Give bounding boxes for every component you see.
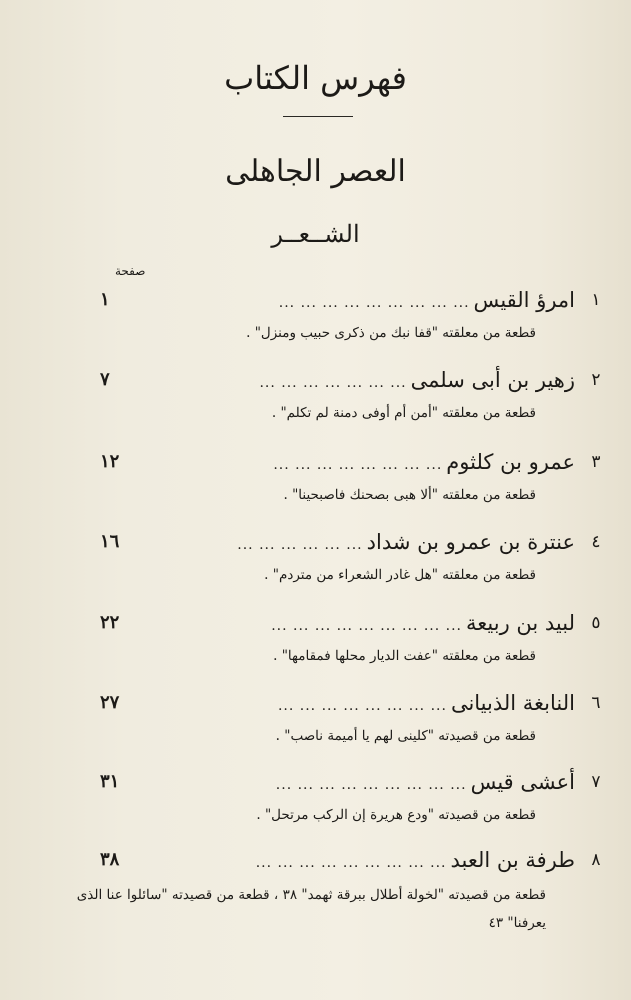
entry-number: ٣ (591, 452, 601, 472)
entry-leader-line (100, 365, 575, 395)
entry-description: قطعة من معلقته "أمن أم أوفى دمنة لم تكلم" . (271, 405, 536, 421)
entry-leader-line (100, 527, 575, 557)
entry-page-number[interactable]: ٢٢ (100, 612, 120, 633)
entry-description: قطعة من معلقته "عفت الديار محلها فمقامها" . (273, 648, 536, 664)
entry-poet-name[interactable]: زهير بن أبى سلمى (410, 368, 575, 392)
toc-entry[interactable] (0, 527, 631, 617)
entry-poet-name[interactable]: امرؤ القيس (473, 288, 575, 312)
entry-page-number[interactable]: ١٦ (100, 531, 120, 552)
entry-poet-name[interactable]: لبيد بن ربيعة (466, 611, 575, 635)
entry-description: قطعة من معلقته "هل غادر الشعراء من متردم" . (264, 567, 536, 583)
entry-poet-name[interactable]: أعشى قيس (470, 770, 575, 794)
entry-dot-leader: ... ... ... ... ... ... ... ... (277, 698, 447, 714)
entry-description: قطعة من قصيدته "كلينى لهم يا أميمة ناصب" . (275, 728, 536, 744)
entry-number: ٥ (591, 613, 601, 633)
entry-number: ٨ (591, 850, 601, 870)
entry-dot-leader: ... ... ... ... ... ... ... ... ... (278, 295, 470, 311)
entry-number: ١ (591, 290, 601, 310)
toc-entry[interactable] (0, 845, 631, 985)
entry-leader-line (100, 688, 575, 718)
entry-poet-name[interactable]: النابغة الذبيانى (450, 691, 575, 715)
toc-entry[interactable] (0, 365, 631, 455)
entry-number: ٤ (591, 532, 601, 552)
entry-description: قطعة من قصيدته "لخولة أطلال ببرقة ثهمد" ٣٨ ، قطعة من قصيدته "سائلوا عنا الذى يعرفنا" ٤٣ (76, 887, 546, 931)
entry-dot-leader: ... ... ... ... ... ... ... ... ... (275, 777, 467, 793)
entry-page-number[interactable]: ٣٨ (100, 849, 120, 870)
era-heading: العصر الجاهلى (225, 154, 406, 189)
toc-entry[interactable] (0, 447, 631, 537)
entry-leader-line (100, 845, 575, 875)
entry-poet-name[interactable]: عمرو بن كلثوم (446, 450, 575, 474)
toc-entry[interactable] (0, 688, 631, 778)
entry-description: قطعة من قصيدته "ودع هريرة إن الركب مرتحل" . (256, 807, 536, 823)
entry-dot-leader: ... ... ... ... ... ... (237, 537, 363, 553)
entry-leader-line (100, 608, 575, 638)
entry-dot-leader: ... ... ... ... ... ... ... ... ... (271, 618, 462, 634)
entry-dot-leader: ... ... ... ... ... ... ... ... (273, 457, 443, 473)
entry-leader-line (100, 447, 575, 477)
toc-entry[interactable] (0, 767, 631, 857)
toc-entry[interactable] (0, 285, 631, 375)
entry-leader-line (100, 285, 575, 315)
entry-page-number[interactable]: ٢٧ (100, 692, 120, 713)
entry-description: قطعة من معلقته "ألا هبى بصحنك فاصبحينا" . (283, 487, 536, 503)
toc-entry[interactable] (0, 608, 631, 698)
title-divider (283, 116, 353, 117)
entry-page-number[interactable]: ٣١ (100, 771, 120, 792)
entry-poet-name[interactable]: عنترة بن عمرو بن شداد (366, 530, 575, 554)
entry-dot-leader: ... ... ... ... ... ... ... (259, 375, 407, 391)
page-title: فهرس الكتاب (224, 59, 407, 97)
section-heading: الشــعــر (271, 220, 360, 248)
page-column-label: صفحة (115, 264, 146, 278)
entry-page-number[interactable]: ٧ (100, 369, 110, 390)
entry-poet-name[interactable]: طرفة بن العبد (450, 848, 575, 872)
entry-number: ٢ (591, 370, 601, 390)
entry-page-number[interactable]: ١٢ (100, 451, 120, 472)
entry-description: قطعة من معلقته "قفا نبك من ذكرى حبيب ومنزل" . (246, 325, 536, 341)
entry-page-number[interactable]: ١ (100, 289, 110, 310)
entry-number: ٧ (591, 772, 601, 792)
entry-leader-line (100, 767, 575, 797)
entry-dot-leader: ... ... ... ... ... ... ... ... ... (255, 855, 447, 871)
entry-number: ٦ (591, 693, 601, 713)
